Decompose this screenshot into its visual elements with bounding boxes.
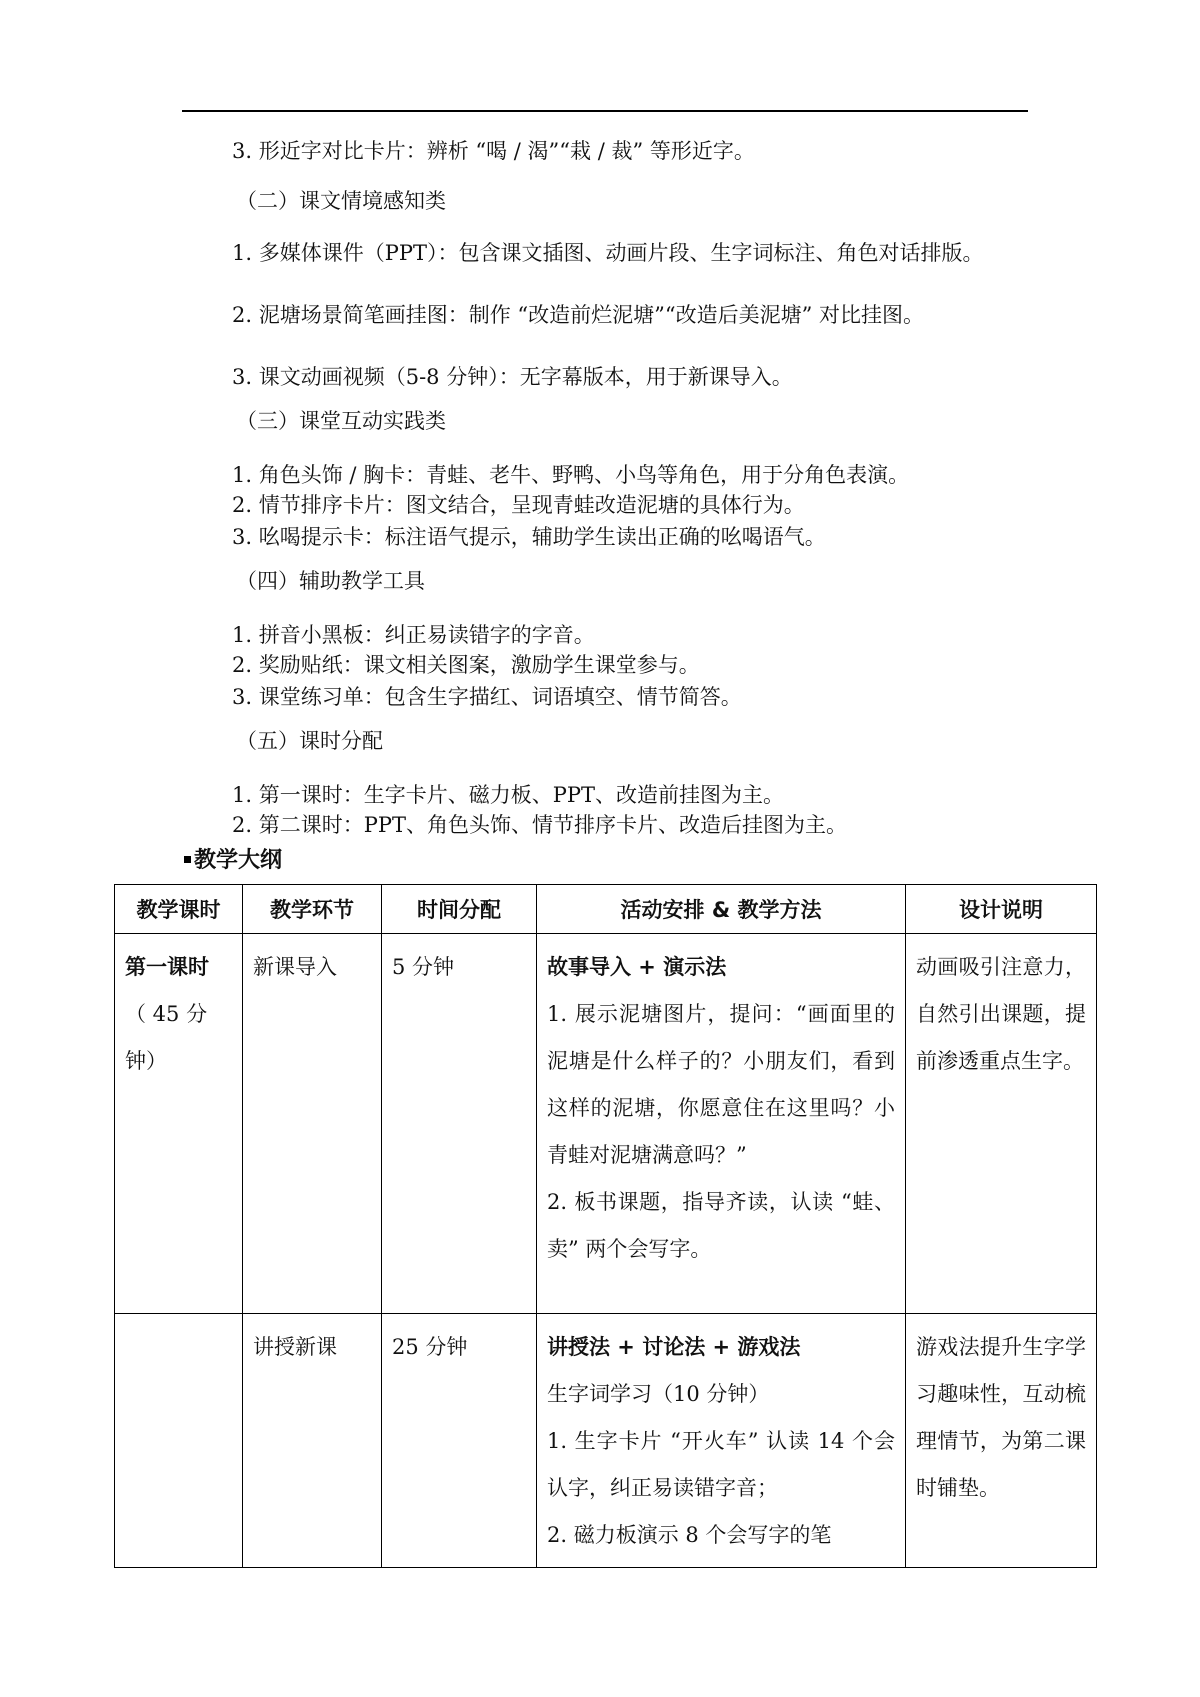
header-rule (182, 110, 1028, 112)
time-cell: 25 分钟 (382, 1314, 537, 1568)
col-header-activities: 活动安排 & 教学方法 (537, 885, 906, 934)
section4-item-1: 1. 拼音小黑板：纠正易读错字的字音。 (232, 623, 595, 647)
lesson-duration: （ 45 分钟） (125, 1002, 208, 1073)
section2-item-2: 2. 泥塘场景简笔画挂图：制作 “改造前烂泥塘”“改造后美泥塘” 对比挂图。 (232, 303, 925, 327)
design-note-cell: 动画吸引注意力，自然引出课题，提前渗透重点生字。 (906, 934, 1097, 1314)
lesson-cell (115, 934, 243, 1314)
col-header-lesson: 教学课时 (115, 885, 243, 934)
method-title: 故事导入 + 演示法 (547, 955, 727, 979)
section5-item-1: 1. 第一课时：生字卡片、磁力板、PPT、改造前挂图为主。 (232, 783, 784, 807)
section5-item-2: 2. 第二课时：PPT、角色头饰、情节排序卡片、改造后挂图为主。 (232, 813, 847, 837)
col-header-stage: 教学环节 (243, 885, 382, 934)
section4-item-2: 2. 奖励贴纸：课文相关图案，激励学生课堂参与。 (232, 653, 700, 677)
lesson-cell (115, 1314, 243, 1568)
section2-item-3: 3. 课文动画视频（5-8 分钟）：无字幕版本，用于新课导入。 (232, 365, 793, 389)
design-note-cell: 游戏法提升生字学习趣味性，互动梳理情节，为第二课时铺垫。 (906, 1314, 1097, 1568)
section-title-interactive: （三）课堂互动实践类 (236, 409, 446, 433)
section3-item-3: 3. 吆喝提示卡：标注语气提示，辅助学生读出正确的吆喝语气。 (232, 525, 826, 549)
activity-line: 1. 展示泥塘图片，提问：“画面里的泥塘是什么样子的？小朋友们，看到这样的泥塘，你愿意住在这里吗？小青蛙对泥塘满意吗？” (547, 1002, 895, 1167)
activities-cell (537, 1314, 906, 1568)
section-title-context: （二）课文情境感知类 (236, 189, 446, 213)
outline-table (114, 884, 1097, 1568)
col-header-time: 时间分配 (382, 885, 537, 934)
activity-line: 2. 板书课题，指导齐读，认读 “蛙、卖” 两个会写字。 (547, 1190, 895, 1261)
outline-header-row (115, 885, 1097, 934)
stage-cell: 新课导入 (243, 934, 382, 1314)
section4-item-3: 3. 课堂练习单：包含生字描红、词语填空、情节简答。 (232, 685, 742, 709)
bullet-icon (184, 856, 191, 863)
material-item-char-cards: 3. 形近字对比卡片：辨析 “喝 / 渴”“栽 / 裁” 等形近字。 (232, 139, 755, 163)
stage-cell: 讲授新课 (243, 1314, 382, 1568)
activity-line: 2. 磁力板演示 8 个会写字的笔 (547, 1523, 832, 1547)
activities-cell (537, 934, 906, 1314)
time-cell: 5 分钟 (382, 934, 537, 1314)
section3-item-1: 1. 角色头饰 / 胸卡：青蛙、老牛、野鸭、小鸟等角色，用于分角色表演。 (232, 463, 910, 487)
section-title-periods: （五）课时分配 (236, 729, 383, 753)
section3-item-2: 2. 情节排序卡片：图文结合，呈现青蛙改造泥塘的具体行为。 (232, 493, 805, 517)
activity-line: 生字词学习（10 分钟） (547, 1382, 770, 1406)
lesson-name: 第一课时 (125, 955, 209, 979)
method-title: 讲授法 + 讨论法 + 游戏法 (547, 1335, 801, 1359)
table-row (115, 1314, 1097, 1568)
outline-heading: 教学大纲 (184, 846, 282, 876)
section2-item-1: 1. 多媒体课件（PPT）：包含课文插图、动画片段、生字词标注、角色对话排版。 (232, 241, 984, 265)
col-header-design: 设计说明 (906, 885, 1097, 934)
activity-line: 1. 生字卡片 “开火车” 认读 14 个会认字，纠正易读错字音； (547, 1429, 895, 1500)
table-row (115, 934, 1097, 1314)
section-title-tools: （四）辅助教学工具 (236, 569, 425, 593)
